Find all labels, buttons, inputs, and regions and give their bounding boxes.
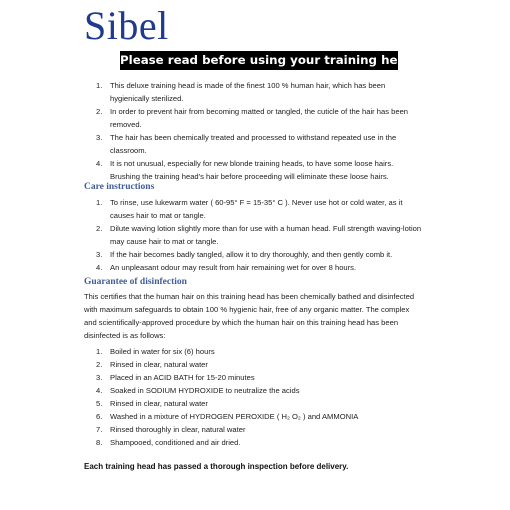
list-item [0, 410, 510, 423]
list-item-text: This deluxe training head is made of the finest 100 % human hair, which has been hygienically sterilized. [110, 81, 386, 103]
list-item-number: 4. [96, 386, 103, 395]
list-item-number: 3. [96, 250, 103, 259]
list-item [0, 384, 510, 397]
list-item [0, 423, 510, 436]
list-item-text: Washed in a mixture of HYDROGEN PEROXIDE ( H₂ O₂ ) and AMMONIA [110, 412, 359, 421]
list-item [0, 261, 510, 274]
list-item-number: 4. [96, 263, 103, 272]
list-item-number: 3. [96, 133, 103, 142]
list-item [0, 345, 510, 358]
list-item-number: 2. [96, 107, 103, 116]
care-instructions-heading: Care instructions [84, 182, 155, 192]
sibel-logo: Sibel [84, 3, 169, 48]
page-banner-title: Please read before using your training head [120, 51, 398, 70]
care-instructions-list [0, 196, 510, 274]
list-item [0, 196, 510, 222]
list-item [0, 157, 510, 183]
list-item [0, 79, 510, 105]
list-item-text: Rinsed thoroughly in clear, natural water [110, 425, 246, 434]
list-item [0, 105, 510, 131]
list-item-number: 7. [96, 425, 103, 434]
list-item-text: Rinsed in clear, natural water [110, 360, 208, 369]
list-item-text: Placed in an ACID BATH for 15-20 minutes [110, 373, 255, 382]
inspection-note: Each training head has passed a thorough inspection before delivery. [84, 462, 349, 471]
list-item [0, 436, 510, 449]
list-item-text: Rinsed in clear, natural water [110, 399, 208, 408]
list-item-number: 6. [96, 412, 103, 421]
list-item [0, 248, 510, 261]
list-item-text: An unpleasant odour may result from hair remaining wet for over 8 hours. [110, 263, 357, 272]
list-item-number: 3. [96, 373, 103, 382]
disinfection-steps-list [0, 345, 510, 449]
list-item-text: To rinse, use lukewarm water ( 60-95° F = 15-35° C ). Never use hot or cold water, as it causes hair to mat or tangle. [110, 198, 403, 220]
list-item-number: 2. [96, 224, 103, 233]
list-item-text: Soaked in SODIUM HYDROXIDE to neutralize the acids [110, 386, 300, 395]
intro-list [0, 79, 510, 183]
list-item [0, 358, 510, 371]
list-item [0, 131, 510, 157]
list-item-number: 4. [96, 159, 103, 168]
list-item-text: Dilute waving lotion slightly more than for use with a human head. Full strength waving-lotion may cause hair to mat or tangle. [110, 224, 422, 246]
list-item-number: 5. [96, 399, 103, 408]
list-item-number: 2. [96, 360, 103, 369]
list-item-number: 1. [96, 81, 103, 90]
list-item-text: In order to prevent hair from becoming matted or tangled, the cuticle of the hair has been removed. [110, 107, 409, 129]
list-item-text: The hair has been chemically treated and processed to withstand repeated use in the classroom. [110, 133, 397, 155]
list-item-number: 1. [96, 198, 103, 207]
list-item-text: It is not unusual, especially for new blonde training heads, to have some loose hairs. Brushing the training head's hair before proceeding will eliminate these loose hairs. [110, 159, 394, 181]
list-item-text: If the hair becomes badly tangled, allow it to dry thoroughly, and then gently comb it. [110, 250, 393, 259]
list-item-number: 8. [96, 438, 103, 447]
list-item-text: Boiled in water for six (6) hours [110, 347, 215, 356]
list-item-text: Shampooed, conditioned and air dried. [110, 438, 241, 447]
list-item [0, 371, 510, 384]
list-item [0, 397, 510, 410]
list-item-number: 1. [96, 347, 103, 356]
guarantee-heading: Guarantee of disinfection [84, 277, 187, 287]
list-item [0, 222, 510, 248]
guarantee-paragraph: This certifies that the human hair on this training head has been chemically bathed and disinfected with maximum safeguards to obtain 100 % hygienic hair, free of any organic matter. The complex and scientifically-approved procedure by which the human hair on this training head has been disinfected is as follows: [84, 292, 415, 340]
